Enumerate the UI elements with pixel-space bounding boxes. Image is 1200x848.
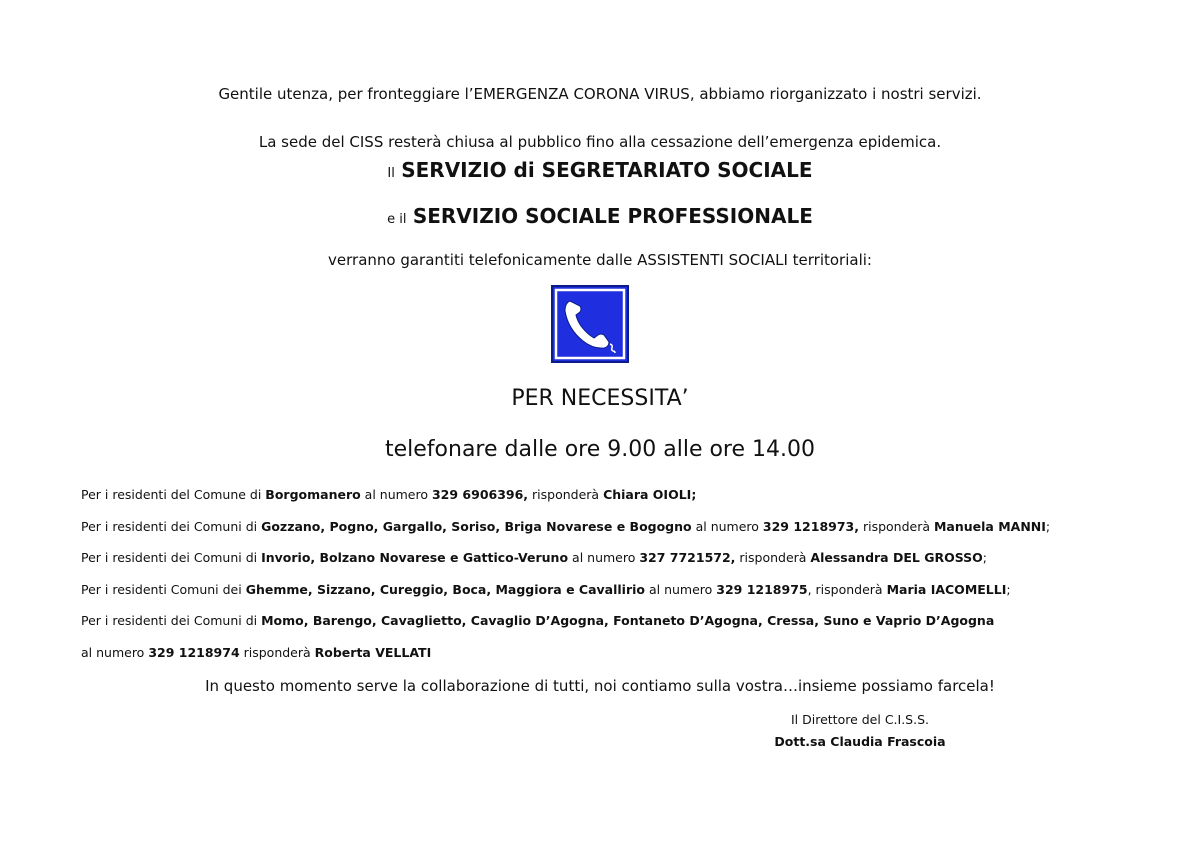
contact-prefix: Per i residenti del Comune di: [81, 487, 266, 502]
intro-line-1: Gentile utenza, per fronteggiare l’EMERGENZA CORONA VIRUS, abbiamo riorganizzato i nostri servizi.: [218, 85, 982, 103]
contact-number: 329 1218974: [148, 645, 240, 660]
contact-prefix: al numero: [81, 645, 149, 660]
contact-comuni: Invorio, Bolzano Novarese e Gattico-Veruno: [261, 550, 569, 565]
need-title: PER NECESSITA’: [511, 386, 689, 411]
contact-mid: al numero: [568, 550, 640, 565]
contact-mid: al numero: [360, 487, 432, 502]
contact-responder-label: risponderà: [735, 550, 811, 565]
contact-comuni: Momo, Barengo, Cavaglietto, Cavaglio D’Agogna, Fontaneto D’Agogna, Cressa, Suno e Vaprio D’Agogna: [261, 613, 995, 628]
signature-role: Il Direttore del C.I.S.S.: [790, 712, 929, 727]
guarantee-line: verranno garantiti telefonicamente dalle ASSISTENTI SOCIALI territoriali:: [328, 251, 872, 269]
contact-line: [81, 582, 1011, 597]
contact-number: 329 1218975: [716, 582, 808, 597]
service-line-2: [0, 204, 1200, 228]
contact-tail: ;: [1045, 519, 1051, 534]
contact-mid: al numero: [691, 519, 763, 534]
service-1-prefix: Il: [387, 166, 395, 181]
service-2-name: SERVIZIO SOCIALE PROFESSIONALE: [412, 204, 813, 228]
service-line-1: [0, 158, 1200, 182]
contact-responder-label: risponderà: [239, 645, 315, 660]
contact-name: Chiara OIOLI;: [603, 487, 697, 502]
contact-prefix: Per i residenti dei Comuni di: [81, 613, 262, 628]
service-1-name: SERVIZIO di SEGRETARIATO SOCIALE: [401, 158, 813, 182]
contact-name: Maria IACOMELLI: [886, 582, 1007, 597]
contact-name: Roberta VELLATI: [314, 645, 432, 660]
service-2-prefix: e il: [387, 212, 407, 227]
signature-name: Dott.sa Claudia Frascoia: [774, 734, 946, 749]
contact-number: 329 1218973,: [762, 519, 859, 534]
contact-name: Manuela MANNI: [933, 519, 1046, 534]
contact-line: [81, 613, 994, 628]
contact-tail: ;: [982, 550, 988, 565]
contact-responder-label: , risponderà: [807, 582, 887, 597]
contact-number: 329 6906396,: [431, 487, 529, 502]
contact-line: [81, 550, 987, 565]
contact-comuni: Gozzano, Pogno, Gargallo, Soriso, Briga Novarese e Bogogno: [261, 519, 692, 534]
contact-comuni: Borgomanero: [265, 487, 361, 502]
contact-prefix: Per i residenti Comuni dei: [81, 582, 246, 597]
telephone-sign-icon: [551, 285, 629, 363]
need-hours: telefonare dalle ore 9.00 alle ore 14.00: [384, 437, 816, 462]
contact-responder-label: risponderà: [528, 487, 604, 502]
contact-responder-label: risponderà: [858, 519, 934, 534]
contact-line: [81, 519, 1050, 534]
closing-line: In questo momento serve la collaborazione di tutti, noi contiamo sulla vostra…insieme possiamo farcela!: [205, 677, 995, 695]
contact-name: Alessandra DEL GROSSO: [810, 550, 983, 565]
contact-number: 327 7721572,: [639, 550, 736, 565]
contact-prefix: Per i residenti dei Comuni di: [81, 550, 262, 565]
intro-line-2: La sede del CISS resterà chiusa al pubblico fino alla cessazione dell’emergenza epidemica.: [258, 133, 942, 151]
contact-mid: al numero: [644, 582, 717, 597]
contact-tail: ;: [1006, 582, 1011, 597]
contact-line: [81, 487, 696, 502]
contact-comuni: Ghemme, Sizzano, Cureggio, Boca, Maggiora e Cavallirio: [245, 582, 645, 597]
contact-line: [81, 645, 431, 660]
contact-prefix: Per i residenti dei Comuni di: [81, 519, 262, 534]
